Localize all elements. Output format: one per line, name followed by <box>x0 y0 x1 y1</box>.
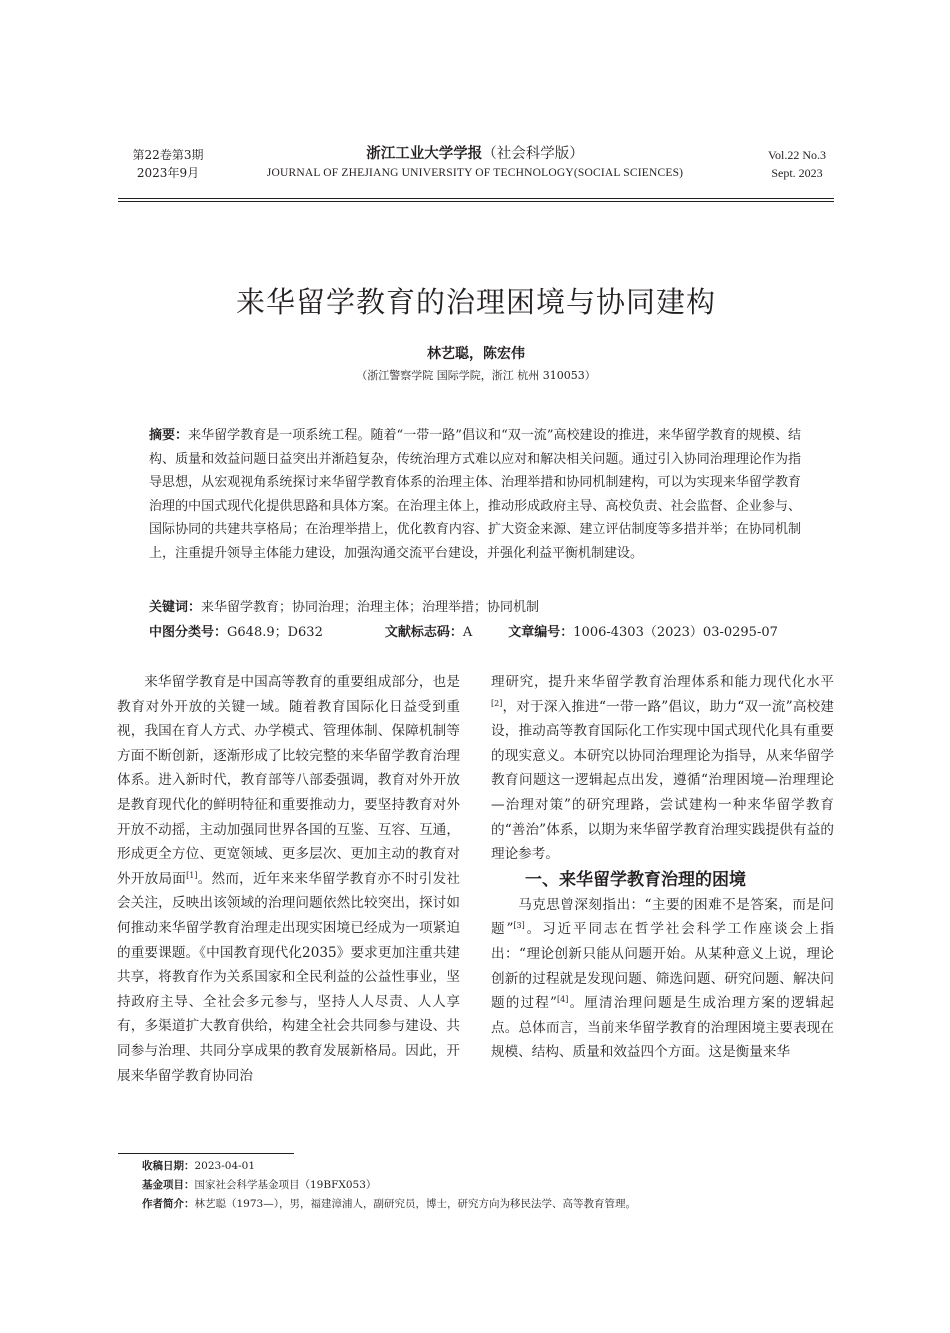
received-date <box>142 1157 842 1176</box>
fund-value: 国家社会科学基金项目（19BFX053） <box>194 1179 377 1191</box>
citation-ref[interactable]: [4] <box>557 995 569 1005</box>
body-text: 来华留学教育是中国高等教育的重要组成部分，也是教育对外开放的关键一域。随着教育国际化日益受到重视，我国在育人方式、办学模式、管理体制、保障机制等方面不断创新，逐渐形成了比较完整的来华留学教育治理体系。进入新时代，教育部等八部委强调，教育对外开放是教育现代化的鲜明特征和重要推动力，要坚持教育对外开放不动摇，主动加强同世界各国的互鉴、互容、互通，形成更全方位、更宽领域、更多层次、更加主动的教育对外开放局面 <box>117 674 460 887</box>
journal-issue-en <box>752 146 842 182</box>
abstract-text: 来华留学教育是一项系统工程。随着“一带一路”倡议和“双一流”高校建设的推进，来华留学教育的规模、结构、质量和效益问题日益突出并渐趋复杂，传统治理方式难以应对和解决相关问题。通过引入协同治理理论作为指导思想，从宏观视角系统探讨来华留学教育体系的治理主体、治理举措和协同机制建构，可以为实现来华留学教育治理的中国式现代化提供思路和具体方案。在治理主体上，推动形成政府主导、高校负责、社会监督、企业参与、国际协同的共建共享格局；在治理举措上，优化教育内容、扩大资金来源、建立评估制度等多措并举；在协同机制上，注重提升领导主体能力建设，加强沟通交流平台建设，并强化利益平衡机制建设。 <box>149 428 801 561</box>
fund-info <box>142 1176 842 1195</box>
body-text: 马克思曾深刻指出：“主要的困难不是答案，而是问题” <box>491 896 834 938</box>
article-no-value: 1006-4303（2023）03-0295-07 <box>573 625 778 640</box>
citation-ref[interactable]: [1] <box>186 870 198 880</box>
footnote-rule <box>118 1153 294 1154</box>
body-paragraph <box>491 670 834 867</box>
journal-name-cn-sub: （社会科学版） <box>482 146 584 162</box>
article-title: 来华留学教育的治理困境与协同建构 <box>235 285 716 319</box>
journal-issue-cn <box>118 146 218 182</box>
body-left-column <box>117 670 460 1088</box>
doc-code-group <box>385 622 472 644</box>
doc-code-value: A <box>462 625 473 640</box>
journal-name <box>225 144 725 182</box>
clc-group <box>149 622 323 644</box>
article-no-group <box>508 625 778 640</box>
bio-value: 林艺聪（1973—），男，福建漳浦人，副研究员，博士，研究方向为移民法学、高等教育管理。 <box>194 1198 636 1210</box>
received-label: 收稿日期： <box>142 1160 195 1172</box>
section-heading: 一、来华留学教育治理的困境 <box>525 869 746 890</box>
citation-ref[interactable]: [2] <box>491 698 503 708</box>
date-en: Sept. 2023 <box>771 166 823 180</box>
clc-label: 中图分类号： <box>149 625 228 640</box>
journal-name-cn-main: 浙江工业大学学报 <box>366 146 483 162</box>
body-paragraph <box>491 893 834 1065</box>
volume-issue-cn: 第22卷第3期 <box>132 148 204 162</box>
journal-name-en: JOURNAL OF ZHEJIANG UNIVERSITY OF TECHNOLOGY(SOCIAL SCIENCES) <box>266 167 684 179</box>
keywords-label: 关键词： <box>149 600 202 615</box>
article-authors: 林艺聪，陈宏伟 <box>427 346 525 362</box>
footnote <box>142 1157 842 1214</box>
keywords <box>149 597 801 619</box>
author-bio <box>142 1195 842 1214</box>
article-affiliation: （浙江警察学院 国际学院，浙江 杭州 310053） <box>356 369 596 382</box>
bio-label: 作者简介： <box>142 1198 195 1210</box>
article-no-label: 文章编号： <box>508 625 574 640</box>
body-text: ，对于深入推进“一带一路”倡议，助力“双一流”高校建设，推动高等教育国际化工作实现中国式现代化具有重要的现实意义。本研究以协同治理理论为指导，从来华留学教育问题这一逻辑起点出发，遵循“治理困境—治理理论—治理对策”的研究理路，尝试建构一种来华留学教育的“善治”体系，以期为来华留学教育治理实践提供有益的理论参考。 <box>491 698 834 863</box>
body-text: 。习近平同志在哲学社会科学工作座谈会上指出：“理论创新只能从问题开始。从某种意义上说，理论创新的过程就是发现问题、筛选问题、研究问题、解决问题的过程” <box>491 921 835 1012</box>
fund-label: 基金项目： <box>142 1179 195 1191</box>
body-right-column <box>491 670 834 1065</box>
keywords-text: 来华留学教育；协同治理；治理主体；治理举措；协同机制 <box>201 600 540 615</box>
clc-value: G648.9；D632 <box>227 625 323 640</box>
header-rule-top <box>118 198 834 199</box>
body-text: 理研究，提升来华留学教育治理体系和能力现代化水平 <box>491 674 834 690</box>
body-paragraph <box>117 670 460 1088</box>
abstract-label: 摘要： <box>149 428 189 443</box>
body-text: 。厘清治理问题是生成治理方案的逻辑起点。总体而言，当前来华留学教育的治理困境主要表现在规模、结构、质量和效益四个方面。这是衡量来华 <box>491 995 835 1061</box>
received-value: 2023-04-01 <box>194 1160 256 1172</box>
volume-issue-en: Vol.22 No.3 <box>767 148 827 162</box>
body-text: 。然而，近年来来华留学教育亦不时引发社会关注，反映出该领域的治理问题依然比较突出，探讨如何推动来华留学教育治理走出现实困境已经成为一项紧迫的重要课题。《中国教育现代化2035》要求更加注重共建共享，将教育作为关系国家和全民利益的公益性事业，坚持政府主导、全社会多元参与，坚持人人尽责、人人享有，多渠道扩大教育供给，构建全社会共同参与建设、共同参与治理、共同分享成果的教育发展新格局。因此，开展来华留学教育协同治 <box>117 870 461 1084</box>
date-cn: 2023年9月 <box>136 166 200 180</box>
journal-name-cn <box>225 144 725 164</box>
classification-row <box>149 622 809 644</box>
citation-ref[interactable]: [3] <box>513 921 525 931</box>
abstract <box>149 424 801 565</box>
doc-code-label: 文献标志码： <box>384 625 463 640</box>
header-rule-bottom <box>118 201 834 202</box>
